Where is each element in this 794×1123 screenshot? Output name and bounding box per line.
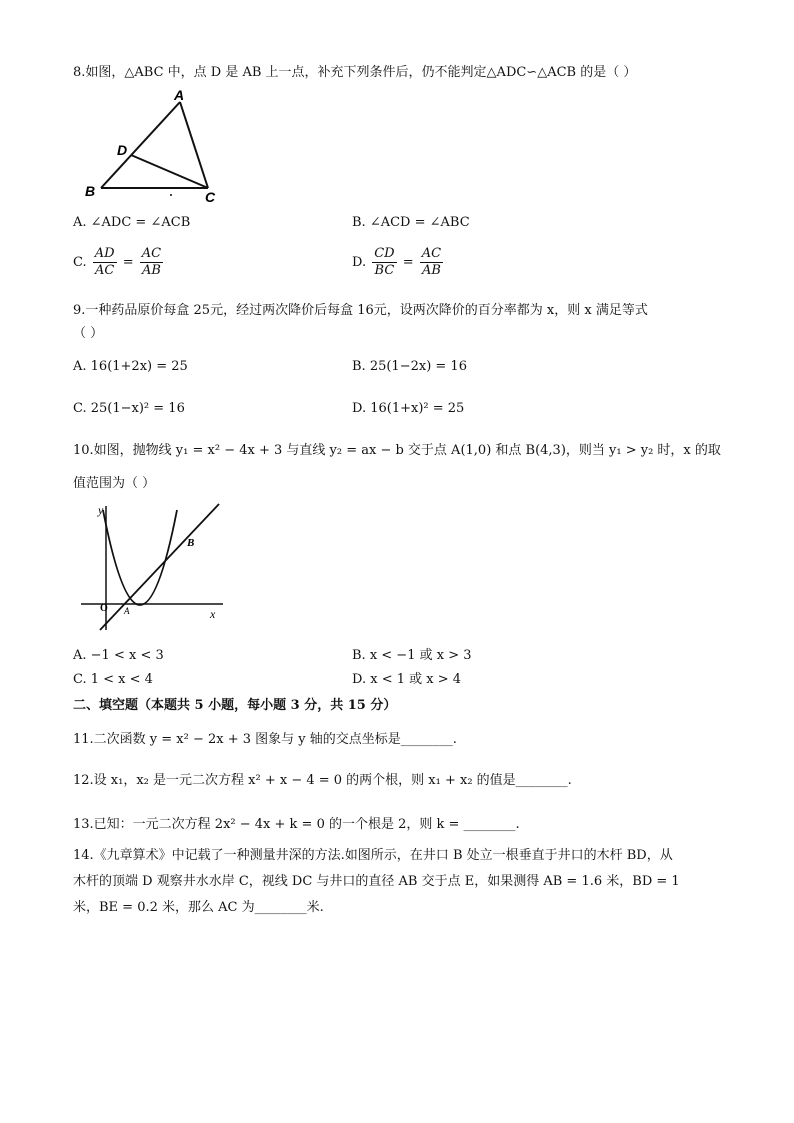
q8-label-c: C [205,189,216,205]
q10-option-a: A. −1 < x < 3 [73,648,164,663]
q10-option-d: D. x < 1 或 x > 4 [352,672,462,687]
q8-option-c [73,246,165,279]
q8-option-c-frac1 [93,246,117,279]
q8-option-d-den2: AB [421,263,441,278]
q9-option-c: C. 25(1−x)² = 16 [73,401,185,416]
q8-option-a: A. ∠ADC = ∠ACB [73,215,191,230]
q9-option-b: B. 25(1−2x) = 16 [352,359,467,374]
q8-option-b: B. ∠ACD = ∠ABC [352,215,470,230]
q8-option-d-frac2 [420,246,443,279]
q10-stem-line1: 10.如图，抛物线 y₁ = x² − 4x + 3 与直线 y₂ = ax − b 交于点 A(1,0) 和点 B(4,3)，则当 y₁ > y₂ 时，x 的取 [73,443,721,458]
q8-option-d [352,246,445,279]
q9-option-d: D. 16(1+x)² = 25 [352,401,465,416]
q8-label-d: D [117,142,128,158]
q14-line1: 14.《九章算术》中记载了一种测量井深的方法.如图所示，在井口 B 处立一根垂直于井口的木杆 BD，从 [73,848,673,863]
q8-option-c-den2: AB [141,263,161,278]
q14-line3: 米，BE = 0.2 米，那么 AC 为________米. [73,900,324,915]
q8-option-c-prefix: C. [73,255,87,270]
q11-text: 11.二次函数 y = x² − 2x + 3 图象与 y 轴的交点坐标是________. [73,732,457,747]
q9-stem-line1: 9.一种药品原价每盒 25元，经过两次降价后每盒 16元，设两次降价的百分率都为 x，则 x 满足等式 [73,303,648,318]
q8-stem: 8.如图，△ABC 中，点 D 是 AB 上一点，补充下列条件后，仍不能判定△ADC∽△ACB 的是（ ） [73,65,637,80]
q10-label-y: y [98,503,104,517]
q12-text: 12.设 x₁，x₂ 是一元二次方程 x² + x − 4 = 0 的两个根，则 x₁ + x₂ 的值是________. [73,773,572,788]
q14-line2: 木杆的顶端 D 观察井水水岸 C，视线 DC 与井口的直径 AB 交于点 E，如果测得 AB = 1.6 米，BD = 1 [73,874,680,889]
q8-option-d-den1: BC [374,263,395,278]
q10-label-x: x [210,607,216,621]
q8-option-d-prefix: D. [352,255,367,270]
q8-option-c-num1: AD [94,246,115,261]
q8-option-d-num2: AC [421,246,442,261]
q8-option-c-equals: = [122,255,134,270]
q8-option-c-den1: AC [95,263,115,278]
q10-graph-figure [73,502,233,637]
q8-option-c-frac2 [140,246,163,279]
q10-label-a: A [124,606,130,616]
q10-label-b: B [187,537,195,549]
q8-option-c-num2: AC [141,246,162,261]
q10-option-c: C. 1 < x < 4 [73,672,153,687]
q9-stem-line2: （ ） [73,326,104,341]
q8-option-d-frac1 [372,246,396,279]
q13-text: 13.已知：一元二次方程 2x² − 4x + k = 0 的一个根是 2，则 k = ________. [73,817,520,832]
q10-label-o: O [100,603,108,614]
q9-option-a: A. 16(1+2x) = 25 [73,359,188,374]
q8-option-d-num1: CD [374,246,395,261]
q10-option-b: B. x < −1 或 x > 3 [352,648,472,663]
q8-label-b: B [85,183,96,199]
q8-triangle-figure [73,88,223,206]
q8-option-d-equals: = [402,255,414,270]
section2-heading: 二、填空题（本题共 5 小题，每小题 3 分，共 15 分） [73,698,397,713]
q8-label-a: A [174,88,185,103]
q10-stem-line2: 值范围为（ ） [73,476,156,491]
